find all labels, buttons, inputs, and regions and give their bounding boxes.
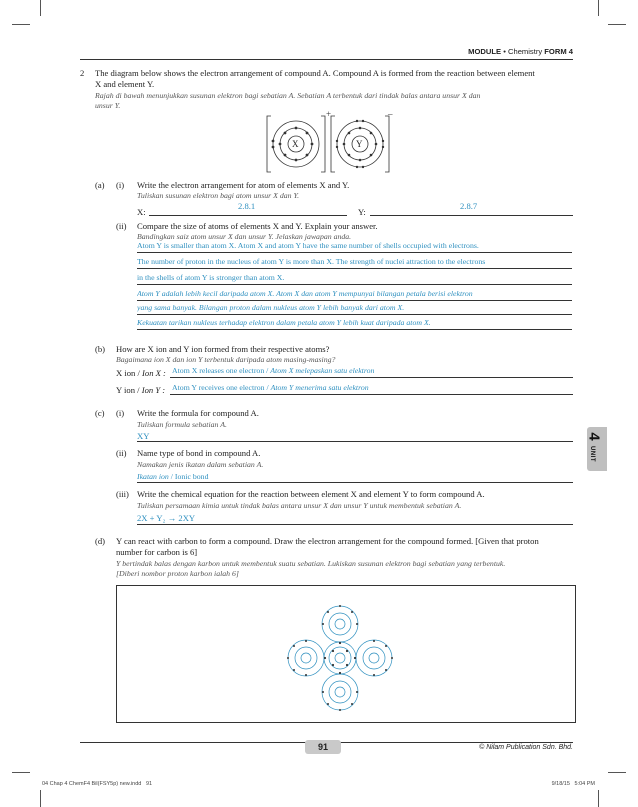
y-ion-prefix: Y ion / Ion Y : — [116, 385, 166, 395]
part-c-i-label: (i) — [116, 408, 125, 418]
positive-charge: + — [326, 110, 332, 119]
file-info: 04 Chap 4 ChemF4 Bil(FSY5p) new.indd 91 — [42, 781, 153, 787]
carbon-compound-electron-diagram — [278, 596, 402, 720]
y-arrangement-prefix: Y: — [358, 207, 366, 217]
module-header: MODULE • Chemistry FORM 4 — [468, 47, 573, 56]
part-a-i-question: Write the electron arrangement for atom of elements X and Y. Tuliskan susunan elektron bagi atom unsur X dan Y. — [137, 180, 350, 200]
answer-line: yang sama banyak. Bilangan proton dalam nukleus atom Y lebih banyak dari atom X. — [137, 303, 572, 315]
answer-line: in the shells of atom Y is stronger than atom X. — [137, 273, 572, 285]
part-c-ii-label: (ii) — [116, 448, 127, 458]
x-ion-answer: Atom X releases one electron / Atom X melepaskan satu elektron — [172, 366, 375, 375]
answer-line: The number of proton in the nucleus of atom Y is more than X. The strength of nuclei attraction to the electrons — [137, 257, 572, 269]
header-rule — [80, 59, 573, 60]
crop-mark — [12, 24, 30, 25]
part-c-iii-label: (iii) — [116, 489, 129, 499]
y-ion-label: Y — [356, 139, 363, 149]
crop-mark — [608, 772, 626, 773]
part-c-iii-question: Write the chemical equation for the reaction between element X and element Y to form compound A. Tuliskan persamaan kimia untuk tindak balas antara unsur X dan unsur Y untuk membentuk sebatian A. — [137, 489, 485, 510]
unit-side-tab: 4 UNIT — [587, 427, 607, 471]
part-a-ii-label: (ii) — [116, 221, 127, 231]
publisher-credit: © Nilam Publication Sdn. Bhd. — [479, 744, 573, 751]
crop-mark — [598, 790, 599, 807]
part-b-label: (b) — [95, 344, 106, 354]
question-number: 2 — [80, 68, 85, 78]
negative-charge: – — [388, 110, 393, 119]
answer-line: Kekuatan tarikan nukleus terhadap elektron dalam petala atom Y lebih kuat daripada atom X. — [137, 318, 572, 330]
part-c-label: (c) — [95, 408, 105, 418]
x-arrangement-answer: 2.8.1 — [238, 201, 256, 211]
answer-line: Atom Y is smaller than atom X. Atom X and atom Y have the same number of shells occupied with electrons. — [137, 241, 572, 253]
part-d-label: (d) — [95, 536, 106, 546]
crop-mark — [598, 0, 599, 16]
page-number: 91 — [305, 740, 341, 754]
part-a-ii-question: Compare the size of atoms of elements X and Y. Explain your answer. Bandingkan saiz atom unsur X dan unsur Y. Jelaskan jawapan anda. — [137, 221, 378, 241]
x-ion-label: X — [292, 139, 299, 149]
part-d-question: Y can react with carbon to form a compound. Draw the electron arrangement for the compound formed. [Given that proton number for carbon is 6] Y bertindak balas dengan karbon untuk membentuk suatu sebatian. Lukiskan susunan elektron bagi sebatian yang terbentuk. [Diberi nombor proton karbon ialah 6] — [116, 536, 539, 578]
part-a-label: (a) — [95, 180, 105, 190]
question-stem: The diagram below shows the electron arrangement of compound A. Compound A is formed from the reaction between element X and element Y. Rajah di bawah menunjukkan susunan elektron bagi sebatian A. Sebatian A terbentuk dari tindak balas antara unsur X dan unsur Y. — [95, 68, 535, 110]
crop-mark — [12, 772, 30, 773]
answer-line: Atom Y adalah lebih kecil daripada atom X. Atom X dan atom Y mempunyai bilangan petala berisi elektron — [137, 289, 572, 301]
part-b-question: How are X ion and Y ion formed from their respective atoms? Bagaimana ion X dan ion Y terbentuk daripada atom masing-masing? — [116, 344, 336, 364]
print-timestamp: 9/18/15 5:04 PM — [551, 781, 595, 787]
part-a-i-label: (i) — [116, 180, 125, 190]
crop-mark — [608, 24, 626, 25]
crop-mark — [40, 0, 41, 16]
bond-type-answer: Ikatan ion / Ionic bond — [137, 472, 209, 481]
part-c-i-question: Write the formula for compound A. Tuliskan formula sebatian A. — [137, 408, 259, 429]
y-arrangement-answer: 2.8.7 — [460, 201, 478, 211]
crop-mark — [40, 790, 41, 807]
compound-a-diagram — [263, 110, 393, 178]
formula-answer: XY — [137, 431, 150, 441]
equation-answer: 2X + Y₂ → 2XY — [137, 513, 196, 523]
y-ion-answer: Atom Y receives one electron / Atom Y menerima satu elektron — [172, 383, 369, 392]
x-ion-prefix: X ion / Ion X : — [116, 368, 166, 378]
part-c-ii-question: Name type of bond in compound A. Namakan jenis ikatan dalam sebatian A. — [137, 448, 264, 469]
x-arrangement-prefix: X: — [137, 207, 146, 217]
